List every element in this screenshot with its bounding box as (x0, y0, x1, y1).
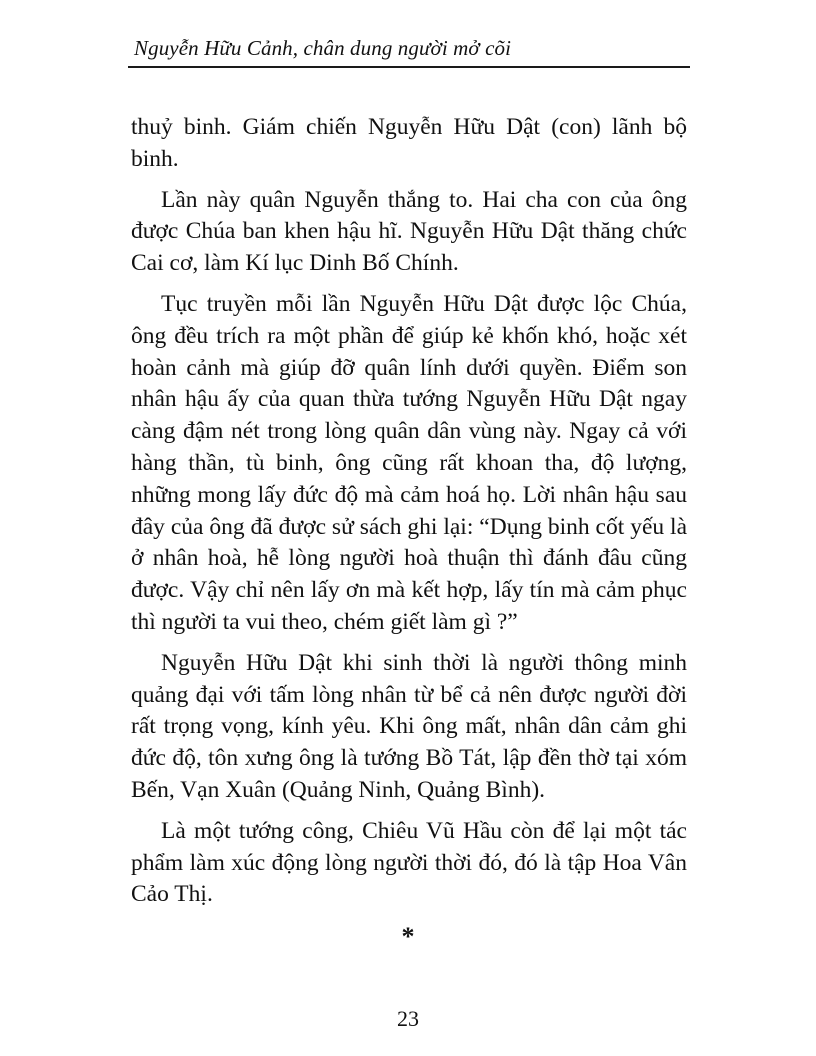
section-separator: * (401, 922, 415, 951)
paragraph-4: Nguyễn Hữu Dật khi sinh thời là người thông minh quảng đại với tấm lòng nhân từ bể cả nên được người đời rất trọng vọng, kính yêu. Khi ông mất, nhân dân cảm ghi đức độ, tôn xưng ông là tướng Bồ Tát, lập đền thờ tại xóm Bến, Vạn Xuân (Quảng Ninh, Quảng Bình). (131, 649, 687, 803)
paragraph-5: Là một tướng công, Chiêu Vũ Hầu còn để lại một tác phẩm làm xúc động lòng người thời đó, đó là tập Hoa Vân Cảo Thị. (131, 817, 687, 908)
paragraph-2: Lần này quân Nguyễn thắng to. Hai cha con của ông được Chúa ban khen hậu hĩ. Nguyễn Hữu Dật thăng chức Cai cơ, làm Kí lục Dinh Bố Chính. (131, 186, 687, 277)
running-header-title: Nguyễn Hữu Cảnh, chân dung người mở cõi (134, 36, 512, 60)
body-text (131, 112, 687, 920)
paragraph-3: Tục truyền mỗi lần Nguyễn Hữu Dật được lộc Chúa, ông đều trích ra một phần để giúp kẻ khốn khó, hoặc xét hoàn cảnh mà giúp đỡ quân lính dưới quyền. Điểm son nhân hậu ấy của quan thừa tướng Nguyễn Hữu Dật ngay càng đậm nét trong lòng quân dân vùng này. Ngay cả với hàng thần, tù binh, ông cũng rất khoan tha, độ lượng, những mong lấy đức độ mà cảm hoá họ. Lời nhân hậu sau đây của ông đã được sử sách ghi lại: “Dụng binh cốt yếu là ở nhân hoà, hễ lòng người hoà thuận thì đánh đâu cũng được. Vậy chỉ nên lấy ơn mà kết hợp, lấy tín mà cảm phục thì người ta vui theo, chém giết làm gì ?” (131, 290, 687, 635)
page-number: 23 (397, 1006, 419, 1031)
paragraph-1: thuỷ binh. Giám chiến Nguyễn Hữu Dật (con) lãnh bộ binh. (131, 114, 687, 172)
header-divider (128, 66, 690, 68)
